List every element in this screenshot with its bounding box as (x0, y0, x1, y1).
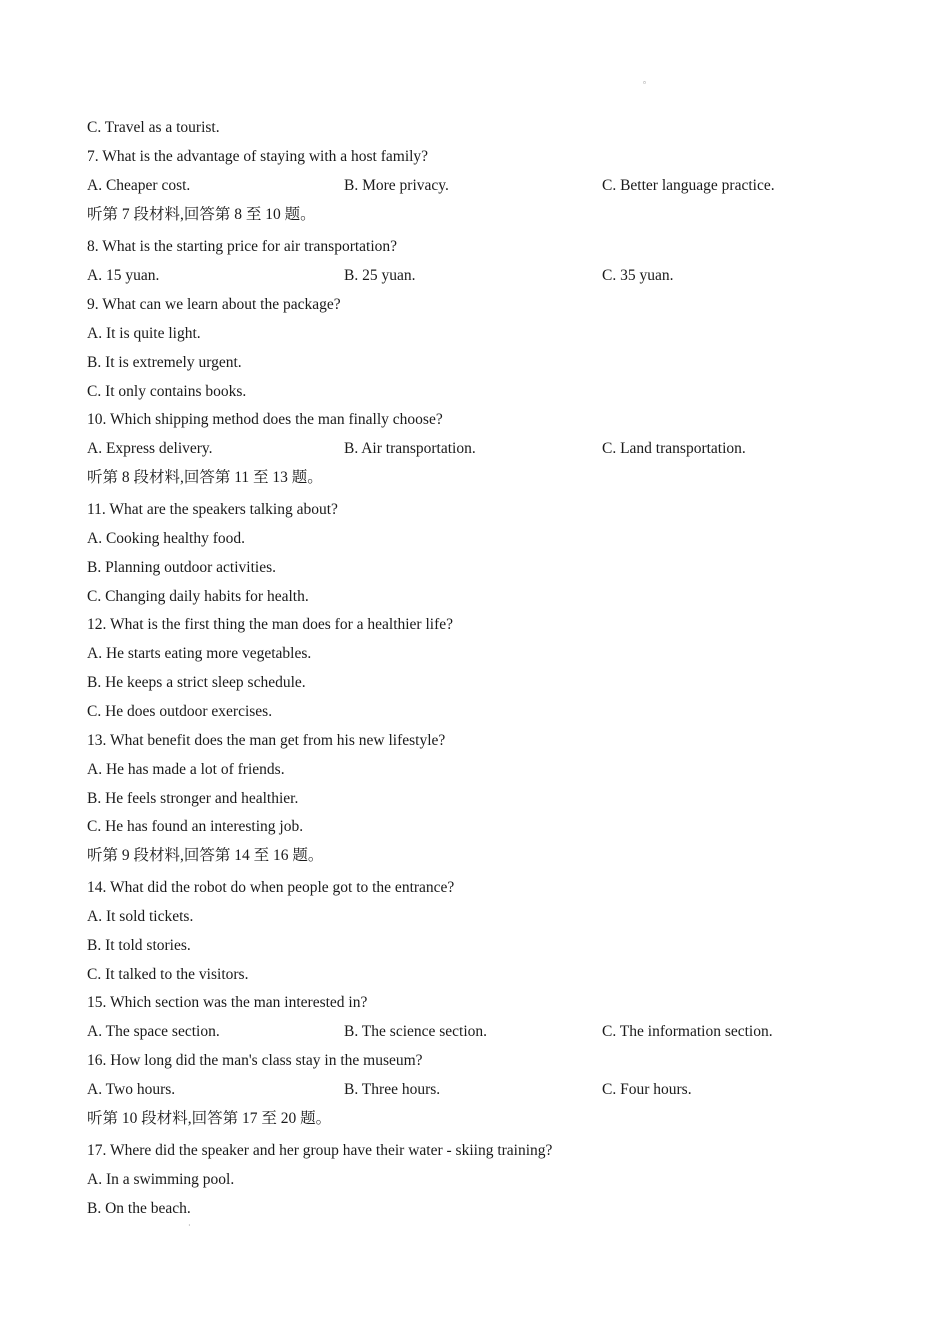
option-c: C. Changing daily habits for health. (87, 588, 309, 605)
option-b: B. It is extremely urgent. (87, 354, 242, 371)
question-14: 14. What did the robot do when people got to the entrance? (87, 879, 455, 896)
option-a: A. He starts eating more vegetables. (87, 645, 312, 662)
option-a: A. The space section. (87, 1023, 220, 1040)
option-b: B. 25 yuan. (344, 267, 416, 284)
option-c: C. It talked to the visitors. (87, 966, 249, 983)
options-row-7 (87, 176, 907, 196)
section-heading-7: 听第 7 段材料,回答第 8 至 10 题。 (87, 206, 316, 223)
option-c: C. The information section. (602, 1023, 773, 1040)
option-b: B. He keeps a strict sleep schedule. (87, 674, 306, 691)
question-10: 10. Which shipping method does the man finally choose? (87, 411, 443, 428)
option-a: A. 15 yuan. (87, 267, 160, 284)
question-13: 13. What benefit does the man get from his new lifestyle? (87, 732, 446, 749)
options-row-16 (87, 1080, 907, 1100)
option-b: B. It told stories. (87, 937, 191, 954)
option-a: A. Cooking healthy food. (87, 530, 245, 547)
option-a: A. In a swimming pool. (87, 1171, 235, 1188)
question-9: 9. What can we learn about the package? (87, 296, 341, 313)
option-b: B. Planning outdoor activities. (87, 559, 276, 576)
option-b: B. Air transportation. (344, 440, 476, 457)
option-line: C. Travel as a tourist. (87, 119, 220, 136)
option-a: A. Two hours. (87, 1081, 176, 1098)
question-17: 17. Where did the speaker and her group have their water - skiing training? (87, 1142, 553, 1159)
option-a: A. Cheaper cost. (87, 177, 191, 194)
option-b: B. He feels stronger and healthier. (87, 790, 299, 807)
option-c: C. 35 yuan. (602, 267, 674, 284)
option-b: B. More privacy. (344, 177, 449, 194)
option-a: A. Express delivery. (87, 440, 213, 457)
option-c: C. Better language practice. (602, 177, 775, 194)
option-c: C. Four hours. (602, 1081, 692, 1098)
option-c: C. Land transportation. (602, 440, 746, 457)
question-11: 11. What are the speakers talking about? (87, 501, 338, 518)
option-c: C. It only contains books. (87, 383, 247, 400)
option-b: B. Three hours. (344, 1081, 441, 1098)
question-16: 16. How long did the man's class stay in the museum? (87, 1052, 423, 1069)
options-row-10 (87, 439, 907, 459)
section-heading-8: 听第 8 段材料,回答第 11 至 13 题。 (87, 469, 323, 486)
options-row-8 (87, 266, 907, 286)
question-7: 7. What is the advantage of staying with a host family? (87, 148, 429, 165)
option-a: A. He has made a lot of friends. (87, 761, 285, 778)
option-b: B. On the beach. (87, 1200, 191, 1217)
option-c: C. He does outdoor exercises. (87, 703, 273, 720)
question-15: 15. Which section was the man interested in? (87, 994, 368, 1011)
question-8: 8. What is the starting price for air transportation? (87, 238, 398, 255)
section-heading-10: 听第 10 段材料,回答第 17 至 20 题。 (87, 1110, 332, 1127)
page-speck: · (188, 1221, 191, 1230)
page-mark: ▫ (643, 78, 646, 87)
options-row-15 (87, 1022, 907, 1042)
option-b: B. The science section. (344, 1023, 488, 1040)
question-12: 12. What is the first thing the man does for a healthier life? (87, 616, 454, 633)
section-heading-9: 听第 9 段材料,回答第 14 至 16 题。 (87, 847, 324, 864)
option-a: A. It sold tickets. (87, 908, 194, 925)
option-a: A. It is quite light. (87, 325, 201, 342)
option-c: C. He has found an interesting job. (87, 818, 304, 835)
